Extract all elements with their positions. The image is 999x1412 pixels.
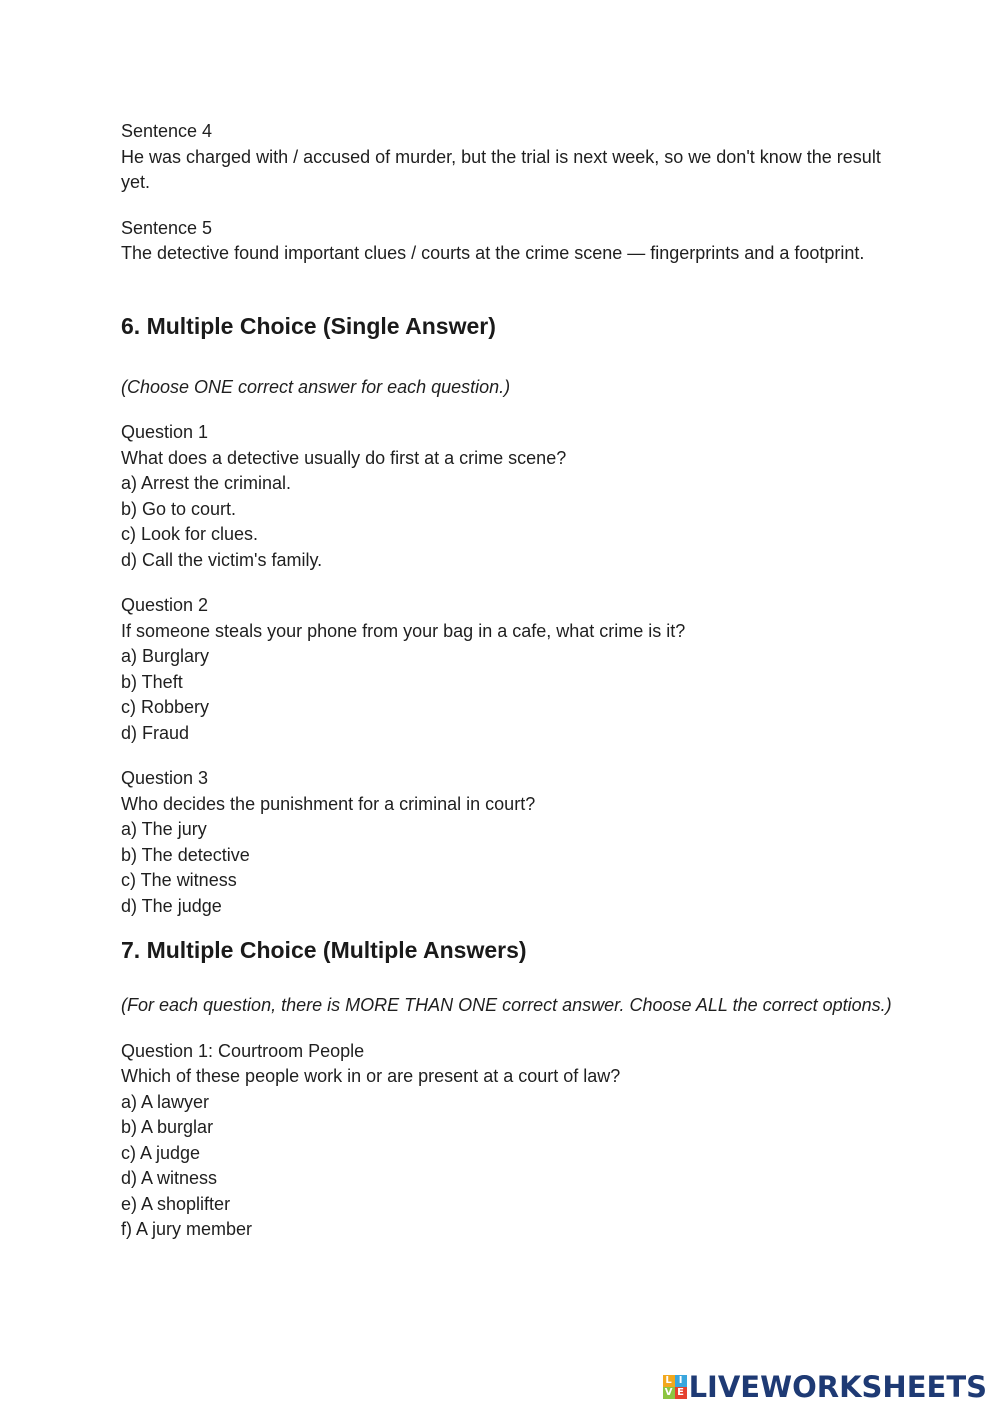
question-label: Question 1: Courtroom People (121, 1040, 365, 1061)
sentence-text: The detective found important clues / courts at the crime scene — fingerprints and a footprint. (121, 243, 865, 263)
answer-option: c) The witness (121, 870, 237, 890)
question-block (121, 766, 881, 919)
question-prompt: If someone steals your phone from your bag in a cafe, what crime is it? (121, 620, 686, 641)
section-7-instruction: (For each question, there is MORE THAN ONE correct answer. Choose ALL the correct options.) (121, 995, 892, 1015)
section-7-heading: 7. Multiple Choice (Multiple Answers) (121, 937, 527, 963)
answer-option: d) A witness (121, 1168, 218, 1188)
sentence-label: Sentence 4 (121, 121, 213, 141)
question-block (121, 593, 881, 746)
question-prompt: Which of these people work in or are present at a court of law? (121, 1066, 621, 1086)
section-6-heading: 6. Multiple Choice (Single Answer) (121, 312, 496, 339)
liveworksheets-logo-icon (663, 1375, 687, 1399)
answer-option: b) Go to court. (121, 498, 237, 519)
sentence-label: Sentence 5 (121, 217, 213, 238)
logo-icon-letter: L (663, 1375, 675, 1387)
question-prompt: What does a detective usually do first at a crime scene? (121, 447, 567, 468)
answer-option: d) Call the victim's family. (121, 549, 323, 570)
answer-option: c) A judge (121, 1142, 201, 1163)
question-block (121, 1039, 881, 1243)
sentence-block (121, 216, 881, 267)
answer-option: b) Theft (121, 671, 183, 692)
answer-option: a) A lawyer (121, 1091, 210, 1112)
section-6-instruction: (Choose ONE correct answer for each question.) (121, 376, 511, 397)
question-block (121, 420, 881, 573)
answer-option: c) Look for clues. (121, 524, 259, 544)
answer-option: d) Fraud (121, 722, 190, 743)
answer-option: d) The judge (121, 895, 222, 916)
answer-option: b) The detective (121, 844, 250, 865)
answer-option: a) Burglary (121, 646, 210, 666)
answer-option: b) A burglar (121, 1117, 214, 1137)
logo-icon-letter: E (675, 1387, 687, 1399)
question-prompt: Who decides the punishment for a criminal in court? (121, 793, 536, 814)
question-label: Question 1 (121, 422, 209, 442)
answer-option: f) A jury member (121, 1219, 253, 1239)
question-label: Question 3 (121, 768, 209, 788)
logo-icon-letter: V (663, 1387, 675, 1399)
sentence-text: He was charged with / accused of murder, but the trial is next week, so we don't know the result yet. (121, 146, 881, 192)
sentence-block (121, 119, 881, 196)
question-label: Question 2 (121, 595, 209, 615)
logo-icon-letter: I (675, 1375, 687, 1387)
answer-option: a) Arrest the criminal. (121, 473, 292, 493)
liveworksheets-logo[interactable] (663, 1370, 987, 1404)
liveworksheets-logo-text: LIVEWORKSHEETS (688, 1370, 987, 1404)
answer-option: a) The jury (121, 819, 207, 839)
worksheet-content (121, 119, 892, 1243)
answer-option: e) A shoplifter (121, 1193, 231, 1214)
answer-option: c) Robbery (121, 697, 210, 717)
